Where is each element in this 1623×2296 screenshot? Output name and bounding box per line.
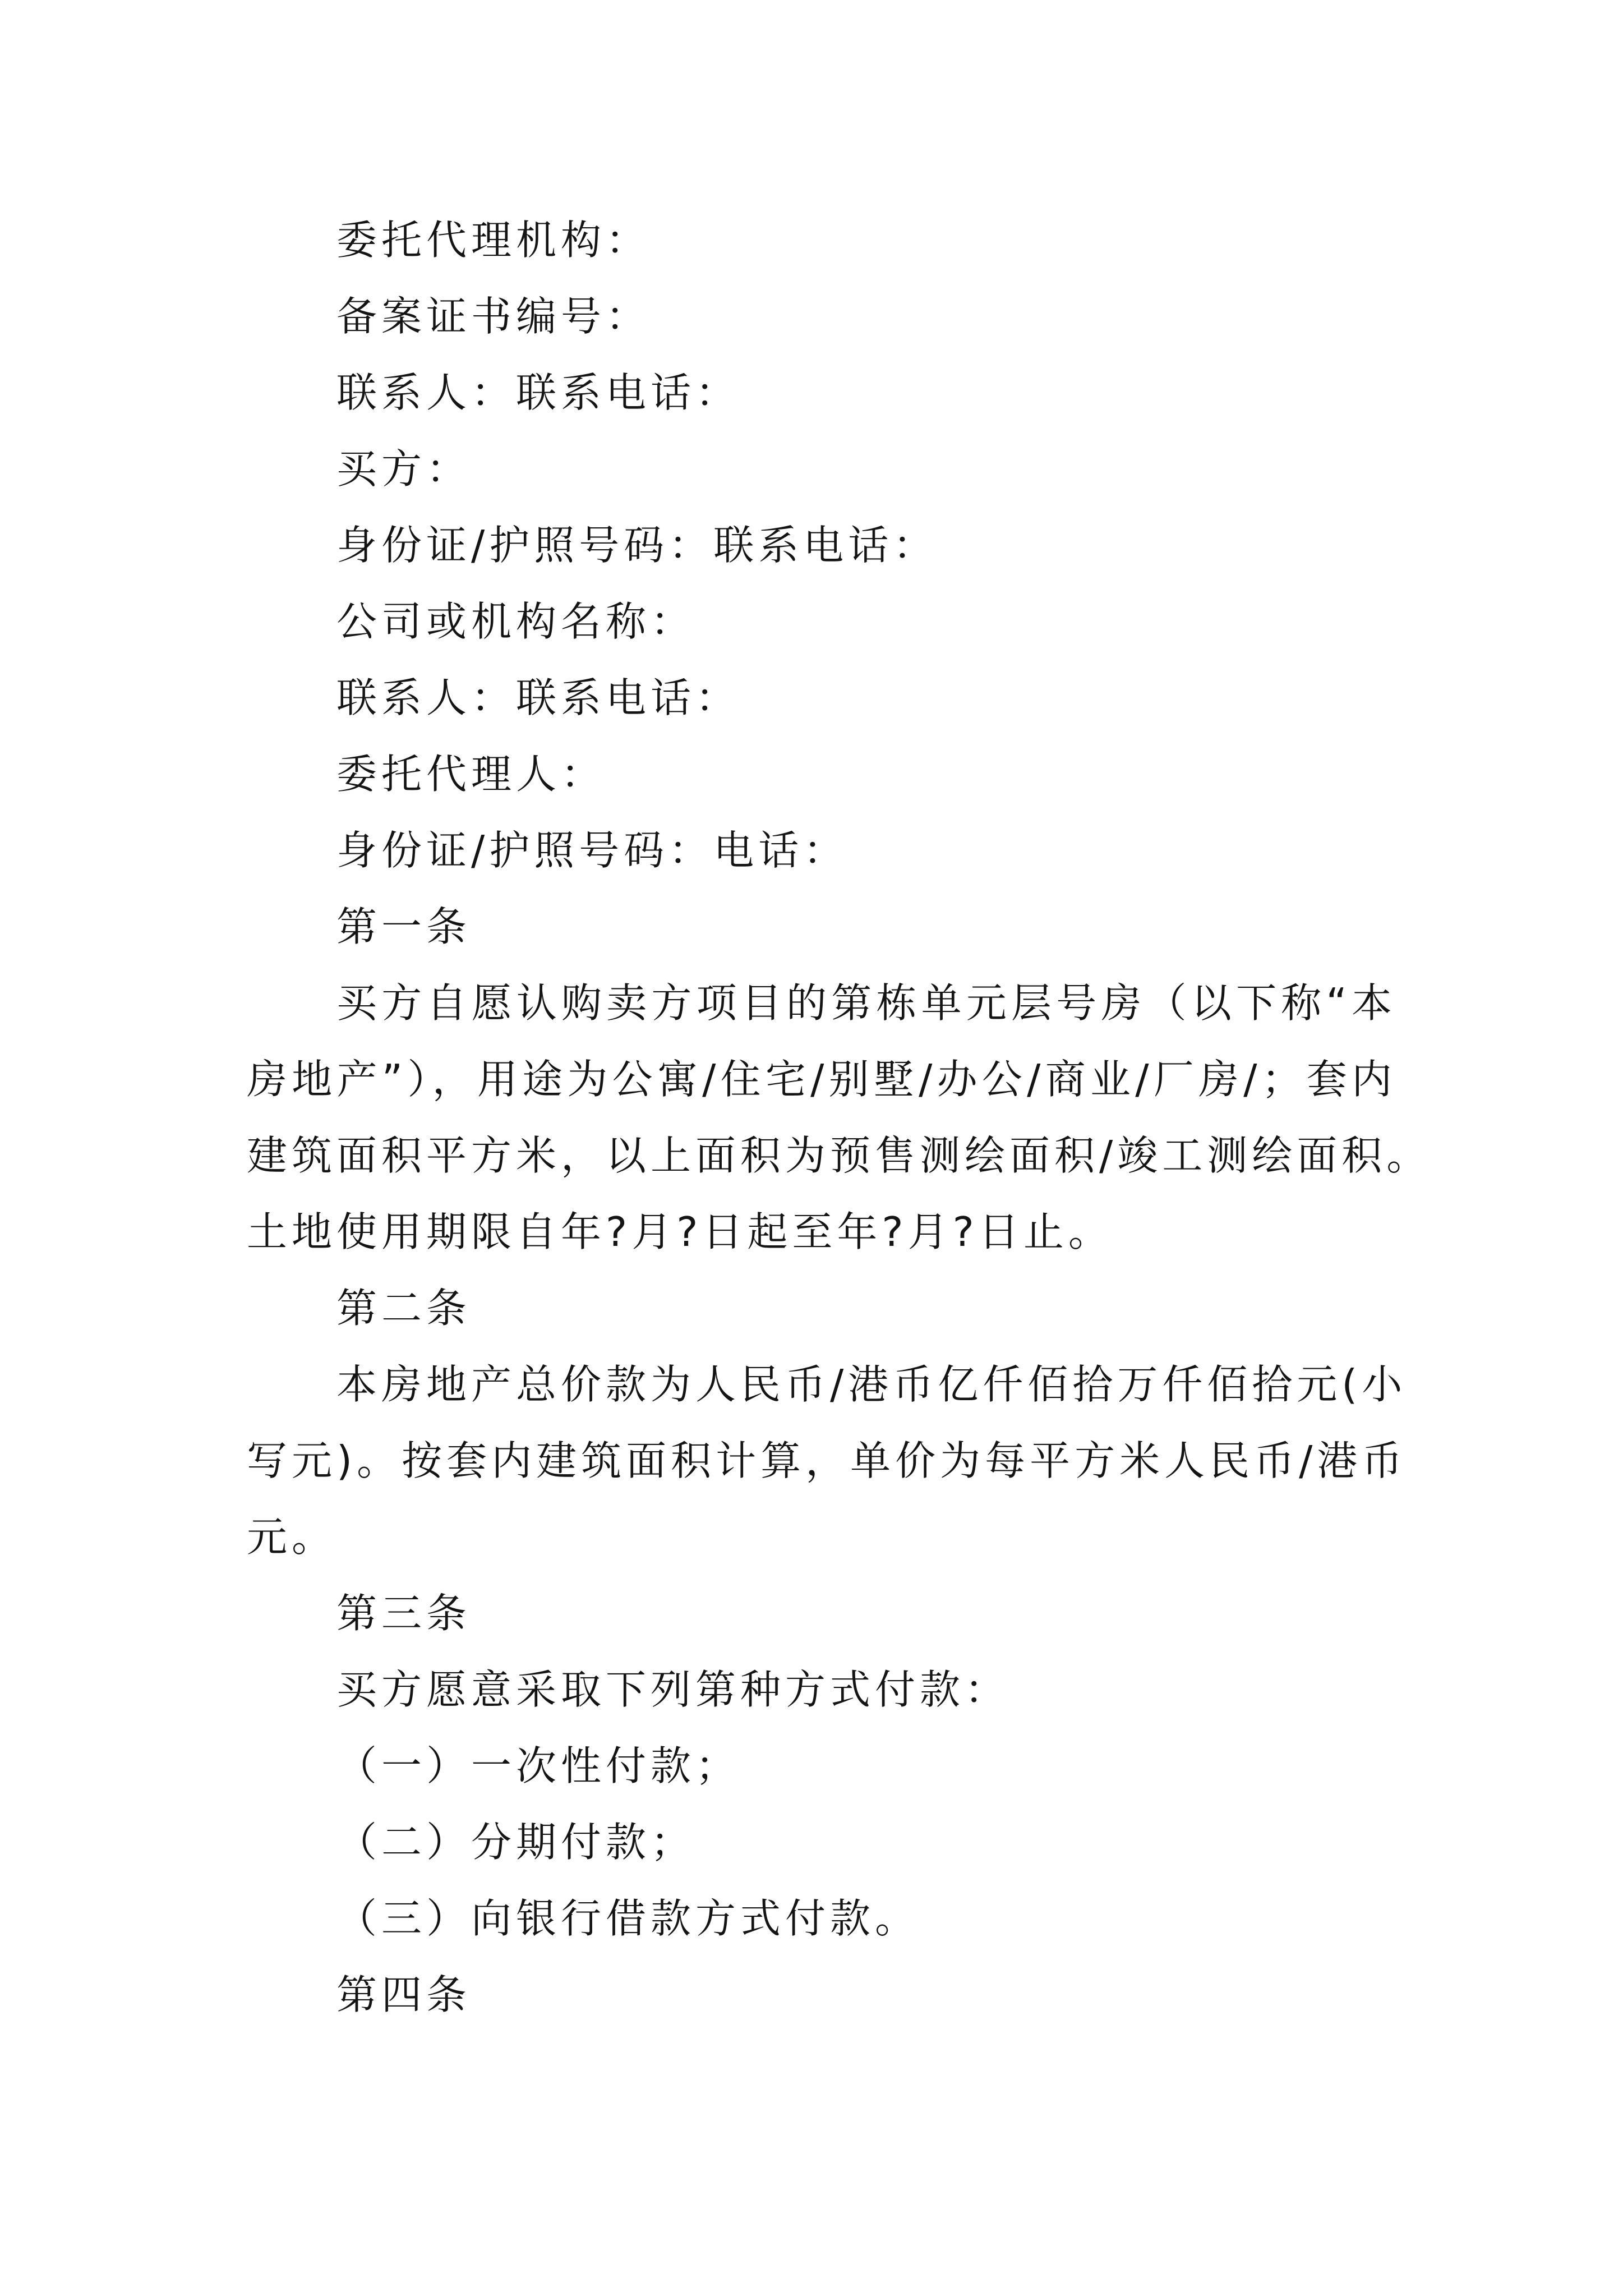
payment-option-3: （三）向银行借款方式付款。 <box>336 1895 920 1942</box>
document-body <box>247 202 1432 2033</box>
article-2-text-line-2: 写元)。按套内建筑面积计算，单价为每平方米人民币/港币 <box>247 1437 1407 1484</box>
company-name-line: 公司或机构名称： <box>336 598 696 645</box>
article-1-heading: 第一条 <box>336 903 472 950</box>
buyer-agent-line: 委托代理人： <box>336 751 606 798</box>
article-2-heading: 第二条 <box>336 1285 472 1332</box>
payment-option-1: （一）一次性付款； <box>336 1742 741 1789</box>
article-1-text-line-2: 房地产”），用途为公寓/住宅/别墅/办公/商业/厂房/；套内 <box>247 1056 1396 1103</box>
buyer-id-phone-line: 身份证/护照号码：联系电话： <box>336 522 938 569</box>
article-1-text-line-3: 建筑面积平方米，以上面积为预售测绘面积/竣工测绘面积。 <box>247 1132 1432 1179</box>
article-1-text-line-4: 土地使用期限自年?月?日起至年?月?日止。 <box>247 1208 1113 1255</box>
agent-organization-line: 委托代理机构： <box>336 217 651 264</box>
article-3-text: 买方愿意采取下列第种方式付款： <box>336 1666 1010 1713</box>
agent-id-phone-line: 身份证/护照号码：电话： <box>336 827 849 874</box>
seller-contact-line: 联系人：联系电话： <box>336 369 741 416</box>
buyer-contact-line: 联系人：联系电话： <box>336 674 741 721</box>
registration-certificate-line: 备案证书编号： <box>336 293 651 340</box>
article-2-text-line-1: 本房地产总价款为人民币/港币亿仟佰拾万仟佰拾元(小 <box>336 1361 1407 1408</box>
payment-option-2: （二）分期付款； <box>336 1819 696 1866</box>
article-1-text-line-1: 买方自愿认购卖方项目的第栋单元层号房（以下称“本 <box>336 979 1396 1027</box>
article-4-heading: 第四条 <box>336 1971 472 2018</box>
article-2-text-line-3: 元。 <box>247 1513 337 1561</box>
article-3-heading: 第三条 <box>336 1590 472 1637</box>
buyer-line: 买方： <box>336 445 472 493</box>
